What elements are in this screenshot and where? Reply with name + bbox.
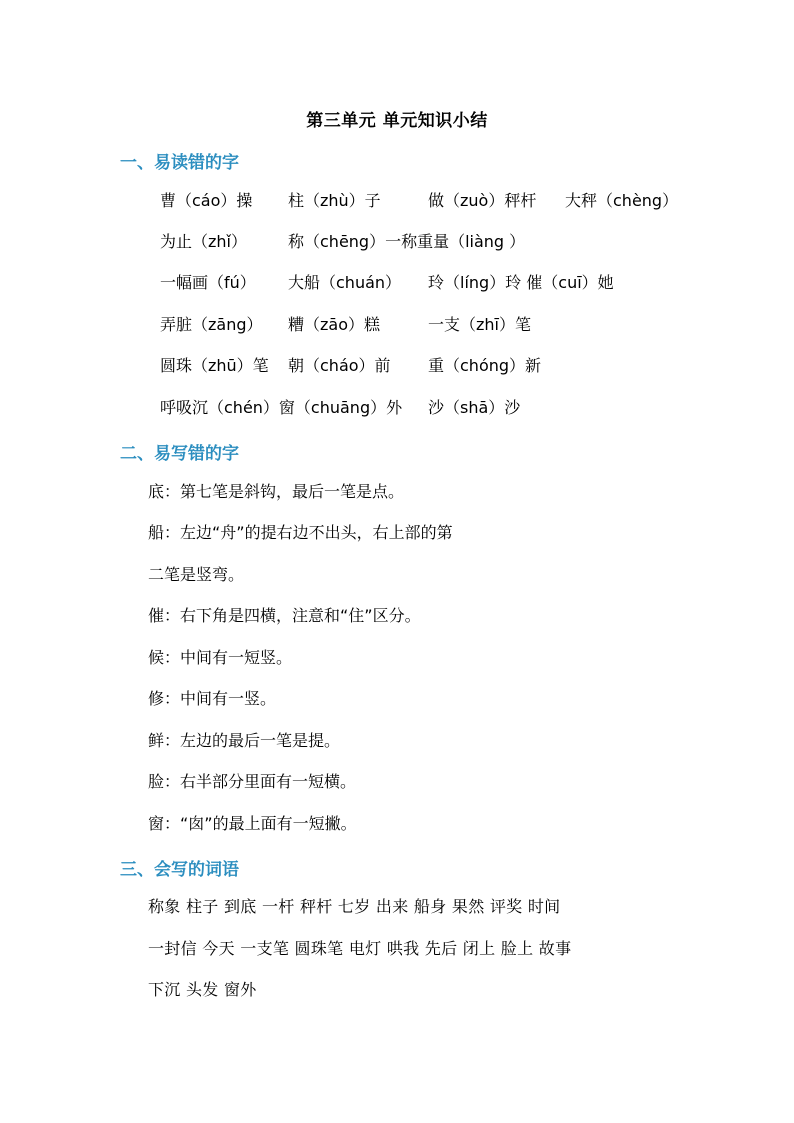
word-list-line: 一封信 今天 一支笔 圆珠笔 电灯 哄我 先后 闭上 脸上 故事 [148, 939, 572, 958]
reading-item: 玲（líng）玲 催（cuī）她 [428, 273, 614, 292]
reading-item: 重（chóng）新 [428, 356, 542, 375]
reading-item: 大船（chuán） [288, 273, 402, 292]
reading-item: 柱（zhù）子 [288, 191, 381, 210]
reading-item: 糟（zāo）糕 [288, 315, 380, 334]
section-heading-writing: 二、易写错的字 [120, 444, 239, 464]
reading-item: 称（chēng）一称重量（liàng ） [288, 232, 526, 251]
section-heading-words: 三、会写的词语 [120, 860, 239, 880]
writing-note: 船：左边“舟”的提右边不出头，右上部的第 [148, 523, 453, 542]
reading-item: 朝（cháo）前 [288, 356, 391, 375]
writing-note: 底：第七笔是斜钩，最后一笔是点。 [148, 482, 405, 501]
reading-item: 圆珠（zhū）笔 [160, 356, 269, 375]
reading-item: 曹（cáo）操 [160, 191, 253, 210]
word-list-line: 下沉 头发 窗外 [148, 980, 257, 999]
section-heading-reading: 一、易读错的字 [120, 153, 239, 173]
reading-item: 一支（zhī）笔 [428, 315, 531, 334]
writing-note: 修：中间有一竖。 [148, 689, 277, 708]
reading-item: 为止（zhǐ） [160, 232, 247, 251]
reading-item: 做（zuò）秤杆 [428, 191, 537, 210]
writing-note: 二笔是竖弯。 [148, 565, 245, 584]
reading-item: 呼吸沉（chén）窗（chuāng）外 [160, 398, 403, 417]
word-list-line: 称象 柱子 到底 一杆 秤杆 七岁 出来 船身 果然 评奖 时间 [148, 897, 561, 916]
reading-item: 大秤（chèng） [565, 191, 679, 210]
reading-item: 一幅画（fú） [160, 273, 256, 292]
writing-note: 候：中间有一短竖。 [148, 648, 293, 667]
writing-note: 鲜：左边的最后一笔是提。 [148, 731, 341, 750]
page-title: 第三单元 单元知识小结 [306, 111, 488, 131]
reading-item: 弄脏（zāng） [160, 315, 263, 334]
writing-note: 脸：右半部分里面有一短横。 [148, 772, 357, 791]
writing-note: 窗：“囱”的最上面有一短撇。 [148, 814, 357, 833]
writing-note: 催：右下角是四横，注意和“住”区分。 [148, 606, 421, 625]
reading-item: 沙（shā）沙 [428, 398, 521, 417]
